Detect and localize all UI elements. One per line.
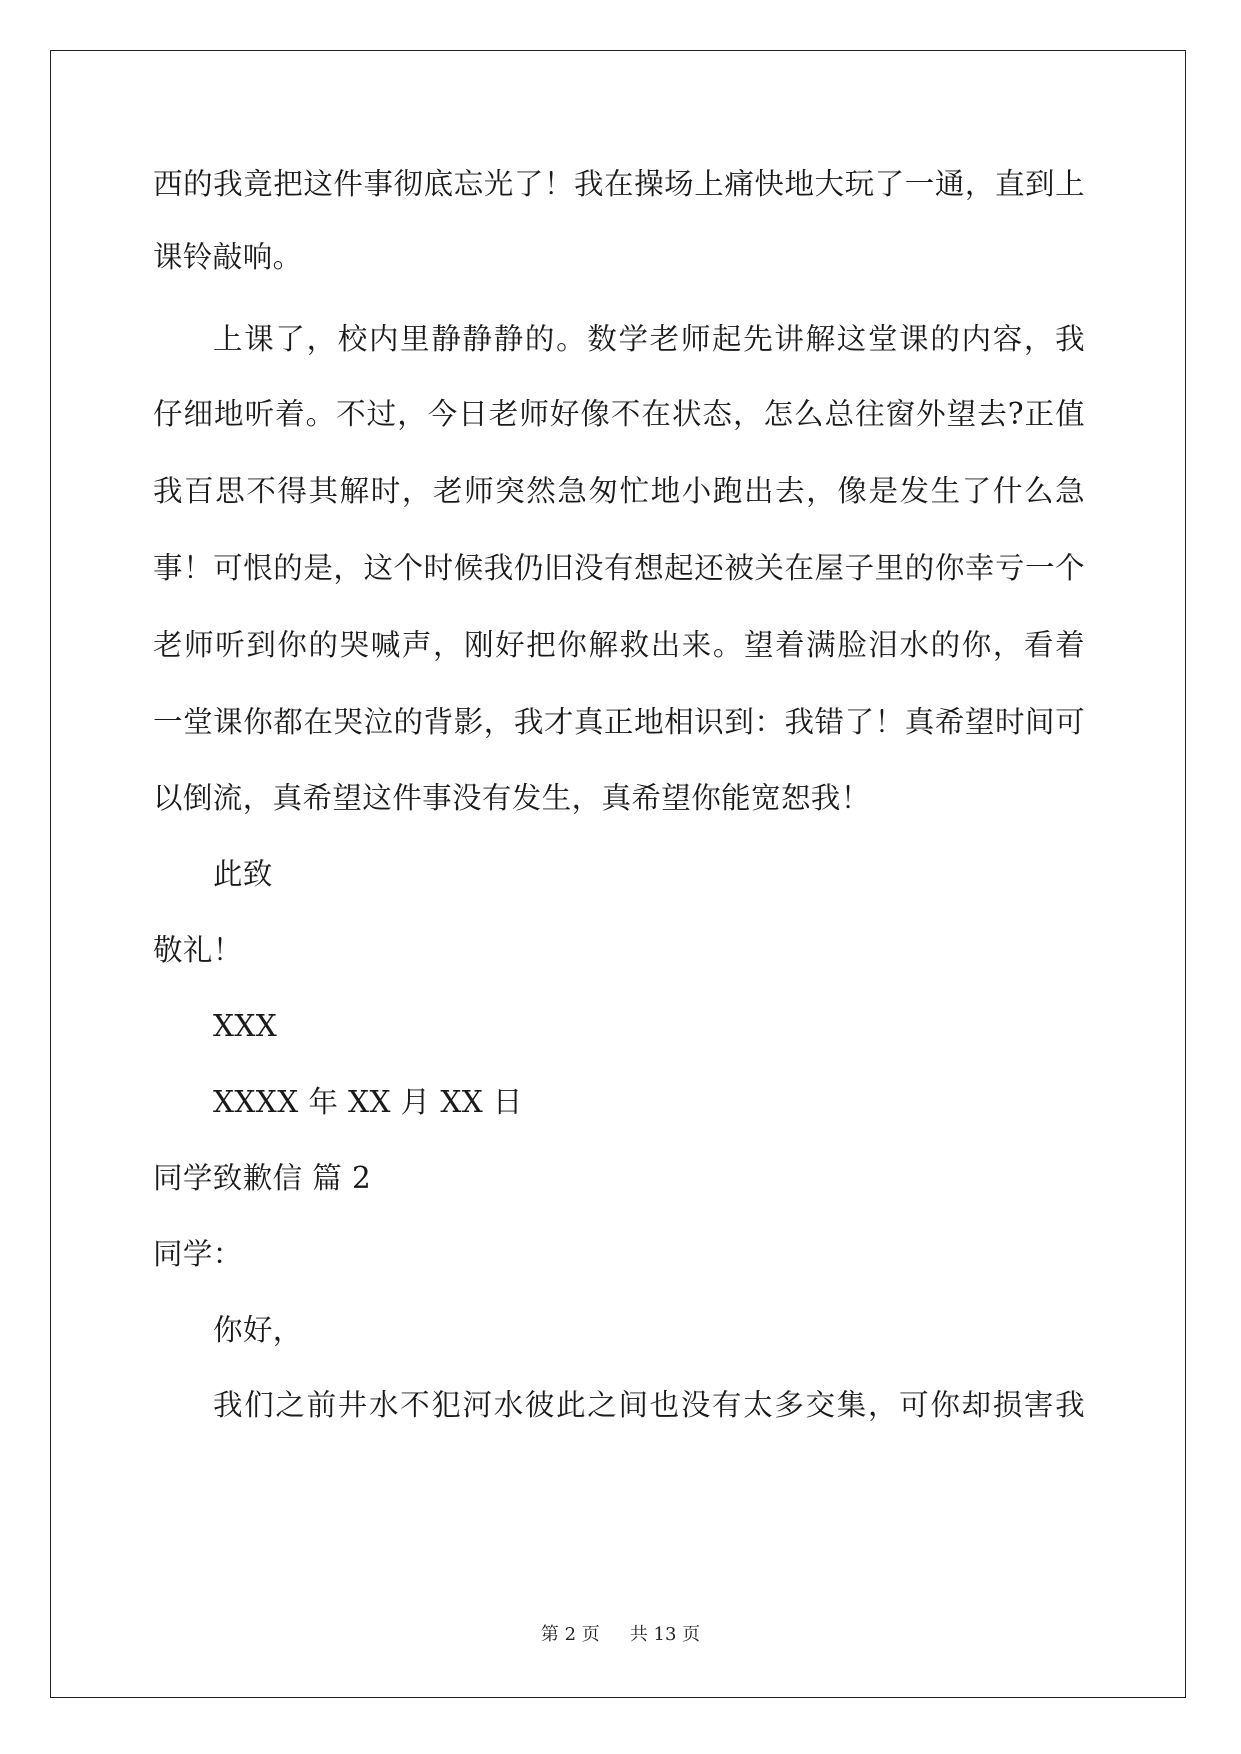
paragraph-line: 老师听到你的哭喊声，刚好把你解救出来。望着满脸泪水的你，看着 (153, 628, 1085, 662)
paragraph-line: 课铃敲响。 (153, 240, 303, 274)
closing-regards: 敬礼！ (153, 933, 243, 967)
page-number: 第 2 页 (540, 1624, 600, 1645)
paragraph-line: 仔细地听着。不过，今日老师好像不在状态，怎么总往窗外望去?正值 (153, 397, 1085, 431)
date-line: XXXX 年 XX 月 XX 日 (213, 1085, 523, 1119)
page-footer (0, 1620, 1241, 1646)
paragraph-line: 上课了，校内里静静静的。数学老师起先讲解这堂课的内容，我 (213, 322, 1085, 356)
paragraph-line: 我们之前井水不犯河水彼此之间也没有太多交集，可你却损害我 (213, 1388, 1085, 1422)
paragraph-line: 事！可恨的是，这个时候我仍旧没有想起还被关在屋子里的你幸亏一个 (153, 551, 1085, 585)
greeting: 你好， (213, 1313, 303, 1347)
paragraph-line: 一堂课你都在哭泣的背影，我才真正地相识到：我错了！真希望时间可 (153, 705, 1085, 739)
paragraph-line: 西的我竟把这件事彻底忘光了！我在操场上痛快地大玩了一通，直到上 (153, 167, 1085, 201)
addressee: 同学： (153, 1237, 243, 1271)
page-total: 共 13 页 (629, 1624, 701, 1645)
signature: XXX (213, 1009, 278, 1043)
paragraph-line: 我百思不得其解时，老师突然急匆忙地小跑出去，像是发生了什么急 (153, 474, 1085, 508)
paragraph-line: 以倒流，真希望这件事没有发生，真希望你能宽恕我！ (153, 781, 871, 815)
section-title: 同学致歉信 篇 2 (153, 1161, 372, 1195)
closing-salutation: 此致 (213, 857, 273, 891)
